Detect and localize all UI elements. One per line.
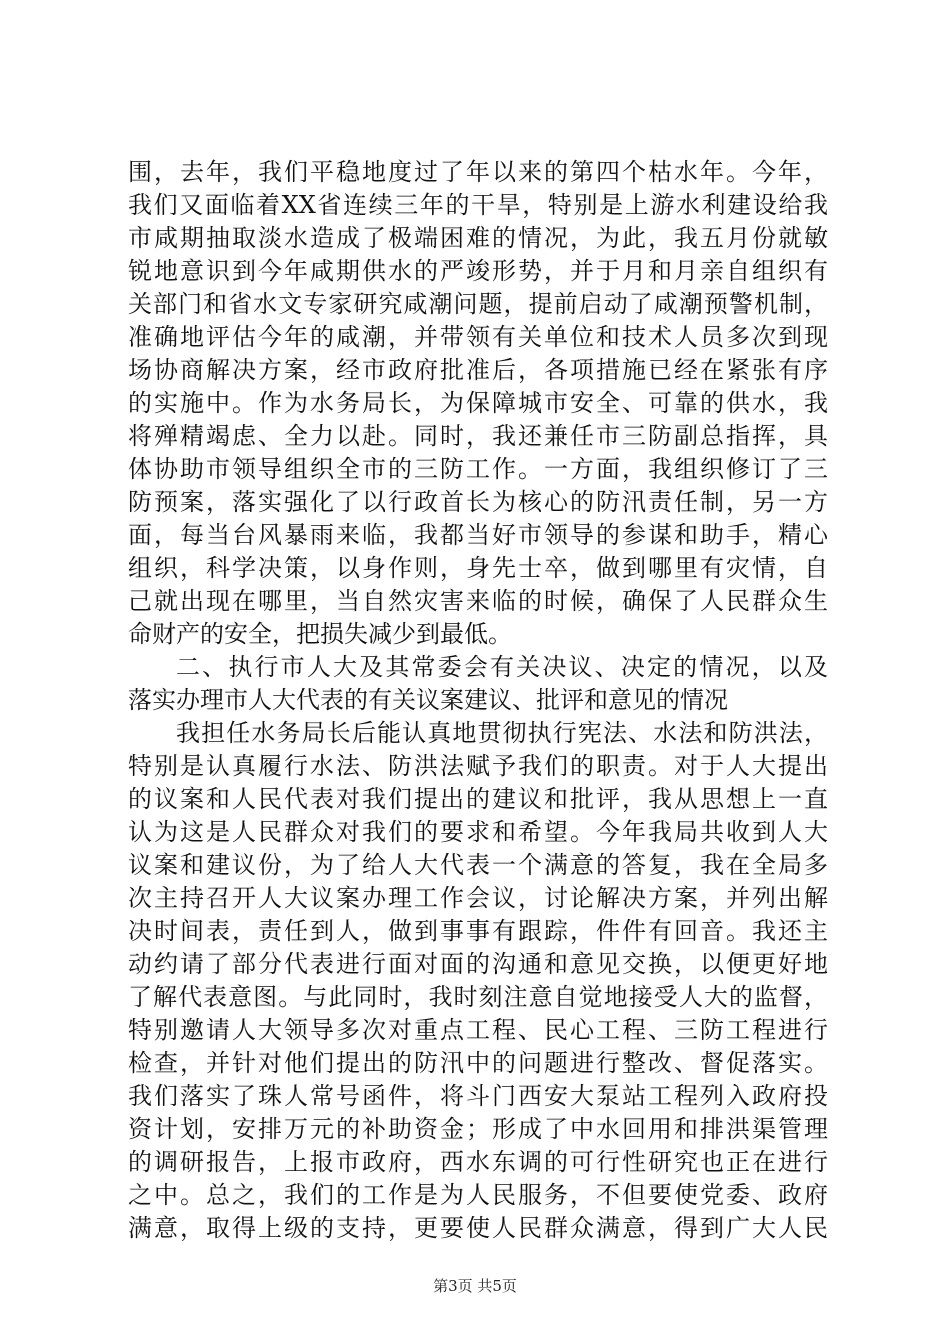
text-line: 命财产的安全，把损失减少到最低。 (128, 620, 512, 648)
document-body (128, 156, 828, 1245)
text-line: 二、执行市人大及其常委会有关决议、决定的情况，以及 (176, 653, 828, 681)
text-line: 认为这是人民群众对我们的要求和希望。今年我局共收到人大 (128, 818, 828, 846)
text-line: 关部门和省水文专家研究咸潮问题，提前启动了咸潮预警机制， (128, 290, 828, 318)
text-line: 准确地评估今年的咸潮，并带领有关单位和技术人员多次到现 (128, 323, 828, 351)
text-line: 议案和建议份，为了给人大代表一个满意的答复，我在全局多 (128, 851, 828, 879)
text-line: 围，去年，我们平稳地度过了年以来的第四个枯水年。今年， (128, 158, 828, 186)
text-line: 面，每当台风暴雨来临，我都当好市领导的参谋和助手，精心 (128, 521, 828, 549)
text-line: 满意，取得上级的支持，更要使人民群众满意，得到广大人民 (128, 1214, 828, 1242)
text-line: 落实办理市人大代表的有关议案建议、批评和意见的情况 (128, 686, 728, 714)
text-line: 市咸期抽取淡水造成了极端困难的情况，为此，我五月份就敏 (128, 224, 828, 252)
text-line: 我们又面临着XX省连续三年的干旱，特别是上游水利建设给我 (128, 191, 828, 219)
text-line: 的调研报告，上报市政府，西水东调的可行性研究也正在进行 (128, 1148, 828, 1176)
text-line: 锐地意识到今年咸期供水的严竣形势，并于月和月亲自组织有 (128, 257, 828, 285)
text-line: 次主持召开人大议案办理工作会议，讨论解决方案，并列出解 (128, 884, 828, 912)
text-line: 特别是认真履行水法、防洪法赋予我们的职责。对于人大提出 (128, 752, 828, 780)
text-line: 将殚精竭虑、全力以赴。同时，我还兼任市三防副总指挥，具 (128, 422, 828, 450)
text-line: 我们落实了珠人常号函件，将斗门西安大泵站工程列入政府投 (128, 1082, 828, 1110)
text-line: 检查，并针对他们提出的防汛中的问题进行整改、督促落实。 (128, 1049, 828, 1077)
text-line: 了解代表意图。与此同时，我时刻注意自觉地接受人大的监督， (128, 983, 828, 1011)
text-line: 防预案，落实强化了以行政首长为核心的防汛责任制，另一方 (128, 488, 828, 516)
text-line: 特别邀请人大领导多次对重点工程、民心工程、三防工程进行 (128, 1016, 828, 1044)
text-line: 的议案和人民代表对我们提出的建议和批评，我从思想上一直 (128, 785, 828, 813)
text-line: 之中。总之，我们的工作是为人民服务，不但要使党委、政府 (128, 1181, 828, 1209)
text-line: 的实施中。作为水务局长，为保障城市安全、可靠的供水，我 (128, 389, 828, 417)
text-line: 场协商解决方案，经市政府批准后，各项措施已经在紧张有序 (128, 356, 828, 384)
text-line: 我担任水务局长后能认真地贯彻执行宪法、水法和防洪法， (176, 719, 828, 747)
text-line: 己就出现在哪里，当自然灾害来临的时候，确保了人民群众生 (128, 587, 828, 615)
text-line: 动约请了部分代表进行面对面的沟通和意见交换，以便更好地 (128, 950, 828, 978)
text-line: 资计划，安排万元的补助资金；形成了中水回用和排洪渠管理 (128, 1115, 828, 1143)
text-line: 决时间表，责任到人，做到事事有跟踪，件件有回音。我还主 (128, 917, 828, 945)
text-line: 体协助市领导组织全市的三防工作。一方面，我组织修订了三 (128, 455, 828, 483)
text-line: 组织，科学决策，以身作则，身先士卒，做到哪里有灾情，自 (128, 554, 828, 582)
page-footer: 第3页 共5页 (433, 1277, 517, 1295)
